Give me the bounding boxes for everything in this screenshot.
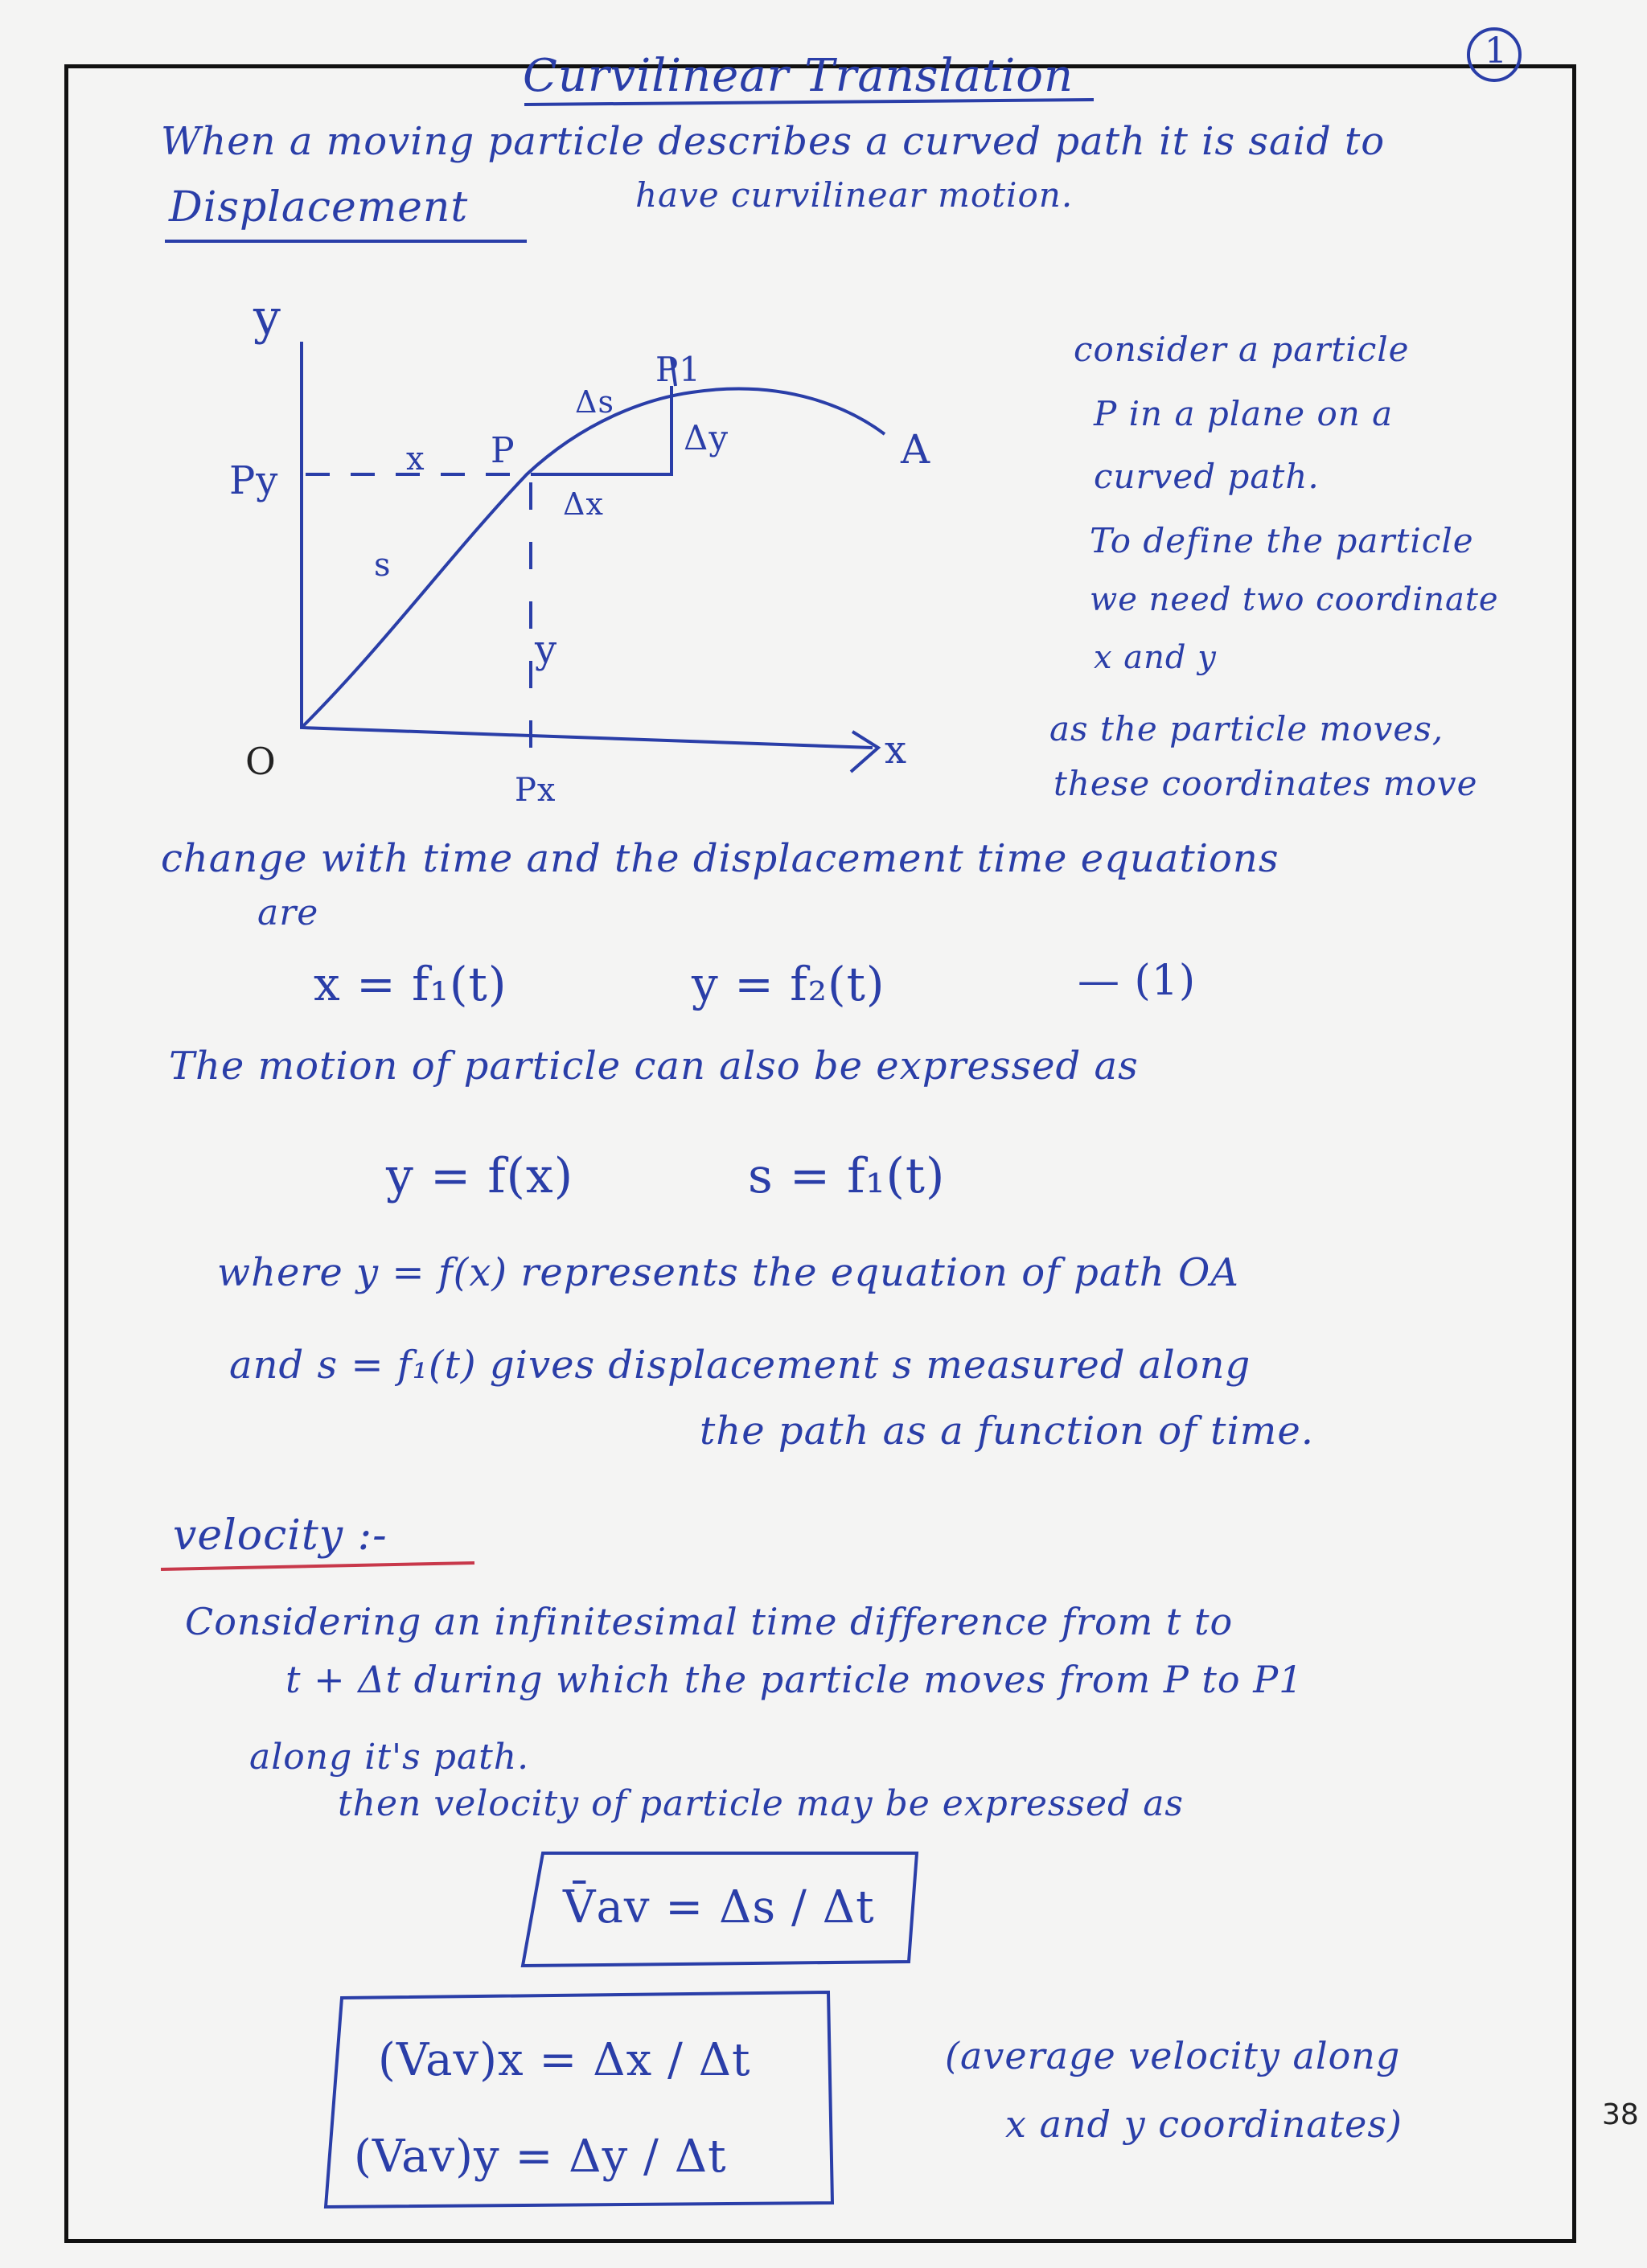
diagram-label-a: A bbox=[901, 426, 931, 473]
diagram-label-p: P bbox=[491, 430, 515, 471]
velocity-line-4: then velocity of particle may be expressed as bbox=[338, 1783, 1185, 1824]
equation-tag: — (1) bbox=[1078, 957, 1197, 1005]
body-line-3: The motion of particle can also be expressed as bbox=[169, 1044, 1139, 1089]
side-note-line-8: these coordinates move bbox=[1054, 764, 1478, 803]
equation-vav-y: (Vav)y = Δy / Δt bbox=[354, 2131, 727, 2183]
diagram-label-x-axis: x bbox=[885, 728, 908, 773]
side-note-line-2: P in a plane on a bbox=[1094, 394, 1394, 433]
page-title: Curvilinear Translation bbox=[523, 50, 1074, 102]
side-note-line-7: as the particle moves, bbox=[1049, 709, 1444, 748]
body-line-6: the path as a function of time. bbox=[700, 1409, 1314, 1454]
diagram-label-delta-y: Δy bbox=[684, 418, 729, 457]
equation-x: x = f₁(t) bbox=[314, 957, 507, 1011]
side-note-line-6: x and y bbox=[1094, 639, 1217, 676]
diagram-label-delta-x: Δx bbox=[563, 486, 604, 522]
side-note-line-4: To define the particle bbox=[1090, 521, 1474, 560]
page-number-side: 38 bbox=[1602, 2098, 1639, 2131]
velocity-note-line-2: x and y coordinates) bbox=[1005, 2102, 1403, 2146]
diagram-label-y-axis: y bbox=[253, 289, 281, 346]
page-number: 1 bbox=[1485, 31, 1508, 72]
diagram-label-p1: P1 bbox=[655, 350, 701, 389]
diagram-label-origin: O bbox=[245, 740, 277, 783]
side-note-line-1: consider a particle bbox=[1074, 330, 1410, 369]
diagram-label-delta-s: Δs bbox=[575, 384, 614, 420]
velocity-heading: velocity :- bbox=[173, 1511, 388, 1560]
velocity-note-line-1: (average velocity along bbox=[945, 2034, 1401, 2077]
intro-line-1: When a moving particle describes a curved path it is said to bbox=[161, 119, 1386, 164]
body-line-4: where y = f(x) represents the equation of path OA bbox=[217, 1250, 1239, 1295]
side-note-line-3: curved path. bbox=[1094, 457, 1320, 496]
diagram-label-y-distance: y bbox=[535, 627, 558, 672]
side-note-line-5: we need two coordinate bbox=[1090, 581, 1499, 618]
intro-line-2: have curvilinear motion. bbox=[635, 175, 1074, 215]
diagram-label-px: Px bbox=[515, 772, 557, 809]
body-line-2: are bbox=[257, 892, 319, 933]
velocity-line-2: t + Δt during which the particle moves from P to P1 bbox=[285, 1658, 1304, 1701]
body-line-1: change with time and the displacement time equations bbox=[161, 836, 1279, 881]
diagram-label-x-distance: x bbox=[406, 441, 425, 478]
velocity-line-3: along it's path. bbox=[249, 1737, 530, 1778]
equation-s: s = f₁(t) bbox=[748, 1148, 946, 1204]
equation-vav: V̄av = Δs / Δt bbox=[563, 1881, 875, 1934]
body-line-5: and s = f₁(t) gives displacement s measured along bbox=[229, 1343, 1251, 1388]
diagram-label-s: s bbox=[374, 547, 392, 584]
equation-y: y = f₂(t) bbox=[692, 957, 885, 1011]
displacement-heading: Displacement bbox=[169, 183, 469, 232]
equation-vav-x: (Vav)x = Δx / Δt bbox=[378, 2034, 751, 2086]
equation-path: y = f(x) bbox=[386, 1148, 574, 1204]
velocity-line-1: Considering an infinitesimal time difference from t to bbox=[185, 1600, 1234, 1643]
diagram-label-py: Py bbox=[229, 458, 279, 503]
